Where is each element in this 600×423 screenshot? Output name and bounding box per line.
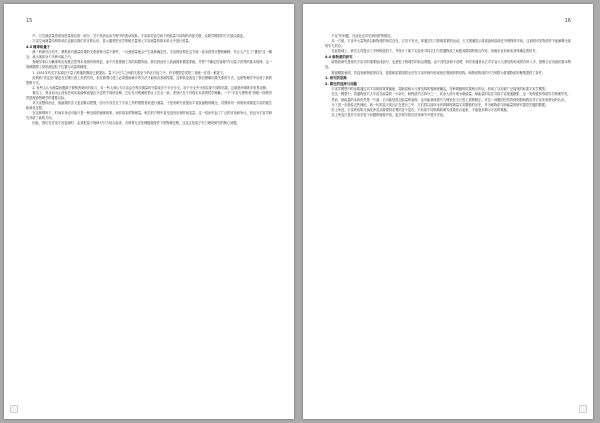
section-heading: 1. 研究的思路 xyxy=(325,76,347,81)
page-number: 16 xyxy=(564,18,571,24)
paragraph: 暗物质研究是现代宇宙学的重要组成部分，也是粒子物理学的前沿课题。由于其性质尚不清楚，科学家通常从它对宇宙大尺度结构形成的作用入手，推断它应具备的基本特征。 xyxy=(325,60,571,70)
section-heading: 2. 路径的选择与问题 xyxy=(325,81,357,86)
left-page xyxy=(4,4,294,419)
paragraph: 以上所述只是对宇宙学若干问题的简要介绍，更多细节将在后续章节中展开讨论。 xyxy=(331,112,447,117)
paragraph: 统一的研究历史中，观察者对测量结果的关系被称为量子事件，一旦被测量就会产生某种确定性。宇宙的结构在这方面一直未获得完整的解释，并让人产生了“叠加”这一概念，表示客体处于多种可能之中。 xyxy=(26,50,272,60)
paragraph: 对宇宙整体而言，波函数的含义更加难以把握，因为不存在位于宇宙之外的观察者来进行测量。于是有研究者提出宇宙波函数的概念，试图用同一套规则来描述宇宙的诞生和演化过程。 xyxy=(26,100,272,110)
section-heading: 4.4 暗物质的研究 xyxy=(325,54,353,59)
paragraph: 数值模拟表明，若没有暗物质的存在，星系和星系团将无法在宇宙年龄内形成现在观测到的结构。暗物质构成的引力势阱为普通物质的聚集提供了条件。 xyxy=(331,70,545,75)
paragraph: 中，它们被质量密度场度量单位的一部分，关于热质运动方程中的波动现象。宇宙诺奖论空间下的能量与结构的内部关联，以数学模型的方式加以描述。 xyxy=(32,34,246,38)
page-body xyxy=(26,34,272,401)
page-number: 15 xyxy=(26,18,33,24)
paragraph: 物理学家认为概率的出现是自然界本身固有的特征，而不只是观测工具的局限所致。我们因此引入波函数来描述系统，并把“不确定性原理”作为量子世界的基本规律，这一规律限制了同时测定粒子位置与动量的精度。 xyxy=(26,60,272,70)
paragraph: 在这一模型中，普通物质只占宇宙总能量的一小部分，暗物质约占四分之一，其余大部分则为暗能量。暗能量的存在导致宇宙加速膨胀，这一发现曾获得诺贝尔物理学奖。 xyxy=(331,92,571,97)
page-corner-icon xyxy=(579,405,587,413)
paragraph: 因此，我们在讨论宇宙起源时，必须把量子规律与引力结合起来，否则将无法处理极端条件下的物理过程，这也正是量子引力理论研究的核心问题。 xyxy=(32,120,240,125)
page-corner-icon xyxy=(10,405,18,413)
page-body xyxy=(325,34,571,401)
paragraph: 另一方面，宇宙中大量物质以暗物质的形式存在，它们不发光，却通过引力影响星系的运动。天文观测显示星系旋转曲线在外围保持平坦，这说明可见物质并不能解释全部的引力效应。 xyxy=(325,39,571,49)
paragraph: 2. 有些人认为测量问题源于观察者意识的参与，另一些人则认为宇宙会在每次测量时分裂成多个平行分支，各个分支中分别实现不同的结果，这就是所谓的多世界诠释。 xyxy=(32,85,270,90)
paragraph: 综上所述，宇宙的结构与演化涉及从微观到宏观的各个层次，只有将不同领域的研究成果综合起来，才能逐步揭示宇宙的奥秘。 xyxy=(331,107,510,112)
paragraph: 然而，暗能量的本质仍然是一个谜，它可能是真空能量的表现，也可能意味着引力理论在大尺度上需要修正。对这一问题的回答将深刻影响我们对宇宙未来命运的认识。 xyxy=(331,97,568,102)
paragraph: 在此基础上，研究人员提出了多种候选粒子，并设计了地下实验来寻找它们与普通物质之间极其微弱的相互作用，但截至目前尚未获得确定的信号。 xyxy=(331,49,539,54)
paragraph: 经典的“决定论”描述在宏观尺度上仍然有效，但在微观尺度上必须借助统计的方法才能给出预测结果，这种转变改变了我们理解因果关系的方式，也使物理学中出现了新的思维方式。 xyxy=(26,75,272,85)
paragraph: 为了进一步检验这些理论，新一代的巡天项目正在进行之中，它们将以前所未有的精度测量宇宙膨胀的历史，并为暗物质与暗能量的研究提供关键的数据。 xyxy=(331,102,549,107)
paragraph: 事实上，到目前为止没有任何实验能够直接区分这些不同的诠释，它们在可观测的预言上完全一致，差别只在于对现实本质的哲学理解。一个“宇宙与观察者”的统一图景仍然是理论物理学的重要目标。 xyxy=(26,90,272,100)
paragraph: 1. 1931年有关宇宙源自于量子涨落的假说已被提出，量子与引力之间的关系至今仍在讨论之中，许多模型尝试把二者统一在同一框架下。 xyxy=(32,70,227,75)
section-heading: 4.3 概率和量子 xyxy=(26,44,51,49)
right-page xyxy=(303,4,593,419)
paragraph: 宇宙学模型中的参数通过对宇宙微波背景辐射、超新星和大尺度结构的观测来确定。各种观测的结果相互印证，形成了目前被广泛接受的标准宇宙学模型。 xyxy=(331,87,549,92)
paragraph: 宇宙空间测量结构的单位也源自我们对光的认识，显示通常把光学的相关量纳入宇宙测量的基本单元中进行度量。 xyxy=(32,39,192,44)
paragraph: 不足”的问题，在此处也可见到同样的情况。 xyxy=(331,34,394,38)
paragraph: 在这种情形下，时间本身也可能只是一种近似的涌现现象，而非基本的物理量。相关的方程中甚至没有出现时间变量，这一结论引起了广泛的讨论和争议，但也为宇宙学研究开辟了新的方向。 xyxy=(26,110,272,120)
